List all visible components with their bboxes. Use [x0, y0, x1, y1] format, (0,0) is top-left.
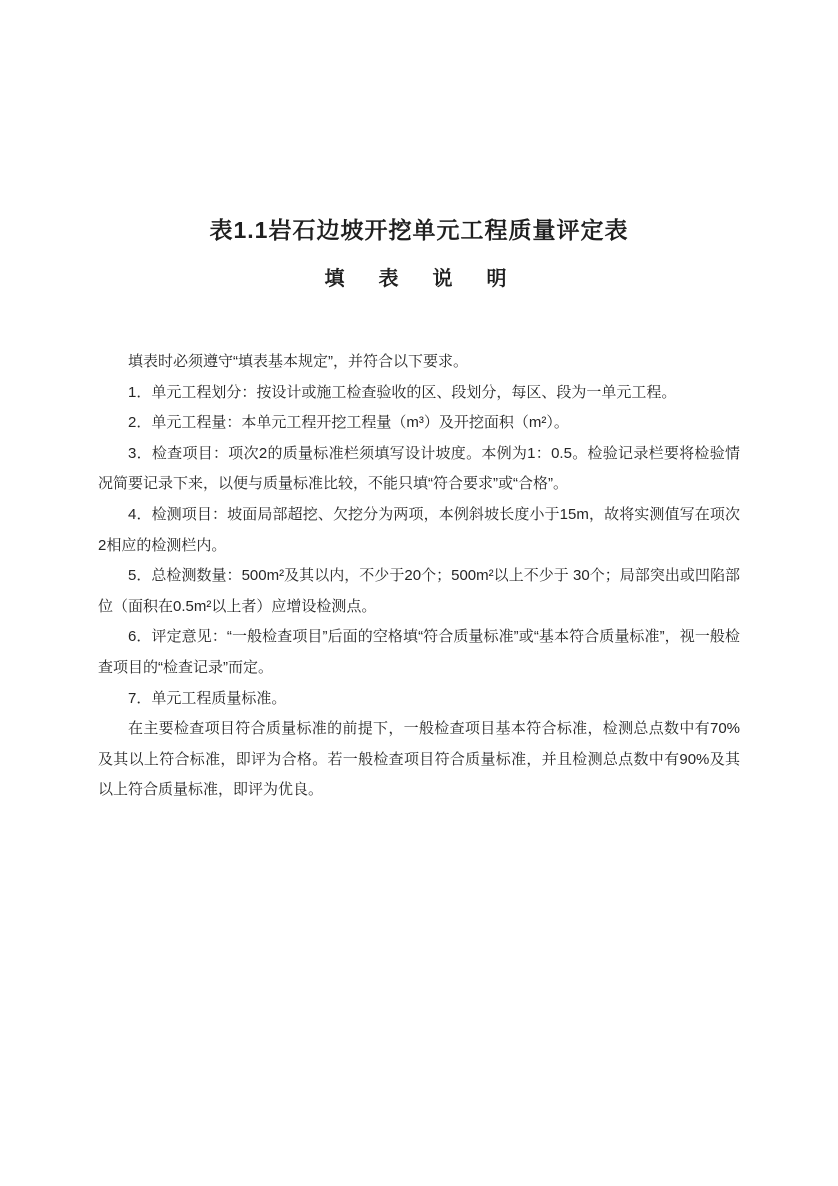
list-item-7-quality-standard: 7．单元工程质量标准。	[128, 689, 287, 707]
list-item-2-unit-quantity: 2．单元工程量：本单元工程开挖工程量（m³）及开挖面积（m²）。	[128, 414, 569, 432]
document-title: 表1.1岩石边坡开挖单元工程质量评定表	[209, 217, 629, 243]
document-body	[98, 347, 740, 806]
list-item-1-unit-division: 1．单元工程划分：按设计或施工检查验收的区、段划分，每区、段为一单元工程。	[128, 383, 677, 401]
list-item-4-measurement-items: 4．检测项目：坡面局部超挖、欠挖分为两项，本例斜坡长度小于15m，故将实测值写在项次2相应的检测栏内。	[98, 505, 740, 554]
document-subtitle: 填 表 说 明	[324, 268, 514, 290]
list-item-5-total-measurements: 5．总检测数量：500m²及其以内，不少于20个；500m²以上不少于 30个；局部突出或凹陷部位（面积在0.5m²以上者）应增设检测点。	[98, 567, 740, 615]
list-item-6-evaluation-opinion: 6．评定意见：“一般检查项目”后面的空格填“符合质量标准”或“基本符合质量标准”，视一般检查项目的“检查记录”而定。	[98, 628, 740, 676]
paragraph-intro: 填表时必须遵守“填表基本规定”，并符合以下要求。	[128, 353, 468, 370]
paragraph-quality-criteria: 在主要检查项目符合质量标准的前提下，一般检查项目基本符合标准，检测总点数中有70%及其以上符合标准，即评为合格。若一般检查项目符合质量标准，并且检测总点数中有90%及其以上符合质量标准，即评为优良。	[98, 720, 740, 799]
list-item-3-inspection-items: 3．检查项目：项次2的质量标准栏须填写设计坡度。本例为1：0.5。检验记录栏要将检验情况简要记录下来，以便与质量标准比较，不能只填“符合要求”或“合格”。	[98, 444, 740, 493]
